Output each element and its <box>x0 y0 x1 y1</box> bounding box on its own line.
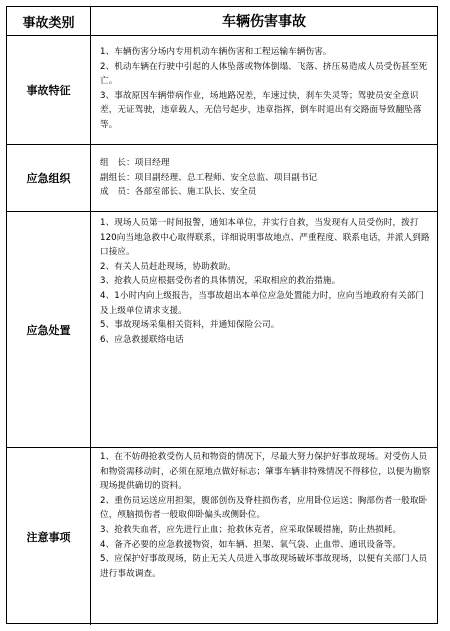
section-content-cell <box>91 145 437 211</box>
section-content <box>91 448 437 581</box>
section-row-accident-features <box>7 36 437 145</box>
accident-table <box>6 6 438 624</box>
section-label: 注意事项 <box>26 530 71 544</box>
list-item: 3、抢救失血者，应先进行止血；抢救休克者，应采取保暖措施，防止热损耗。 <box>100 524 402 535</box>
list-item: 4、1小时内向上级报告，当事故超出本单位应急处置能力时，应向当地政府有关部门及上级单位请求支援。 <box>100 290 425 316</box>
section-content-cell <box>91 212 437 447</box>
list-item: 2、有关人员赶赴现场，协助救助。 <box>100 261 236 272</box>
list-item: 3、抢救人员应根据受伤者的具体情况，采取相应的救治措施。 <box>100 276 341 287</box>
section-label-cell <box>7 145 91 211</box>
category-header-label: 事故类别 <box>22 15 75 31</box>
section-content-cell <box>91 36 437 144</box>
section-content <box>91 145 437 200</box>
table-title: 车辆伤害事故 <box>222 14 306 30</box>
section-label-cell <box>7 212 91 447</box>
table-header-row <box>7 7 437 36</box>
list-item: 副组长：项目副经理、总工程师、安全总监、项目副书记 <box>100 172 318 183</box>
section-content <box>91 36 437 133</box>
section-label-cell <box>7 36 91 144</box>
list-item: 5、应保护好事故现场，防止无关人员进入事故现场破坏事故现场，以便有关部门人员进行事故调查。 <box>100 554 428 579</box>
section-label-cell <box>7 448 91 625</box>
section-row-emergency-response <box>7 212 437 448</box>
list-item: 6、应急救援联络电话 <box>100 334 184 345</box>
section-content <box>91 212 437 347</box>
section-row-precautions <box>7 448 437 625</box>
section-label: 应急处置 <box>26 323 71 337</box>
list-item: 3、事故原因车辆带病作业，场地路况差，车速过快，刹车失灵等；驾驶员安全意识差，无证驾驶，违章载人，无信号起步，违章指挥，倒车时退出有交路面导致翻坠落等。 <box>100 90 422 130</box>
list-item: 2、机动车辆在行驶中引起的人体坠落或物体倒塌、飞落、挤压易造成人员受伤甚至死亡。 <box>100 61 428 87</box>
list-item: 4、备齐必要的应急救援物资，如车辆、担架、氧气袋、止血带、通讯设备等。 <box>100 539 402 550</box>
section-row-emergency-organization <box>7 145 437 212</box>
section-label: 事故特征 <box>26 84 71 97</box>
category-header-cell <box>7 7 91 35</box>
list-item: 1、在不妨碍抢救受伤人员和物资的情况下，尽最大努力保护好事故现场。对受伤人员和物资需移动时，必须在原地点做好标志；肇事车辆非特殊情况不得移位，以便为勘察现场提供确切的资料。 <box>100 452 431 492</box>
list-item: 1、车辆伤害分场内专用机动车辆伤害和工程运输车辆伤害。 <box>100 47 332 57</box>
list-item: 成 员：各部室部长、施工队长、安全员 <box>100 187 257 198</box>
section-content-cell <box>91 448 437 625</box>
list-item: 2、重伤员运送应用担架，腹部创伤及脊柱损伤者，应用卧位运送；胸部伤者一般取卧位，颅脑损伤者一般取仰卧偏头或侧卧位。 <box>100 495 428 521</box>
list-item: 5、事故现场采集相关资料，并通知保险公司。 <box>100 320 280 331</box>
title-cell <box>91 7 437 35</box>
list-item: 1、现场人员第一时间报警，通知本单位，并实行自救，当发现有人员受伤时，拨打120向当地急救中心取得联系，详细说明事故地点、严重程度、联系电话，并派人到路口接应。 <box>100 218 430 258</box>
section-label: 应急组织 <box>26 172 71 185</box>
list-item: 组 长：项目经理 <box>100 158 170 168</box>
